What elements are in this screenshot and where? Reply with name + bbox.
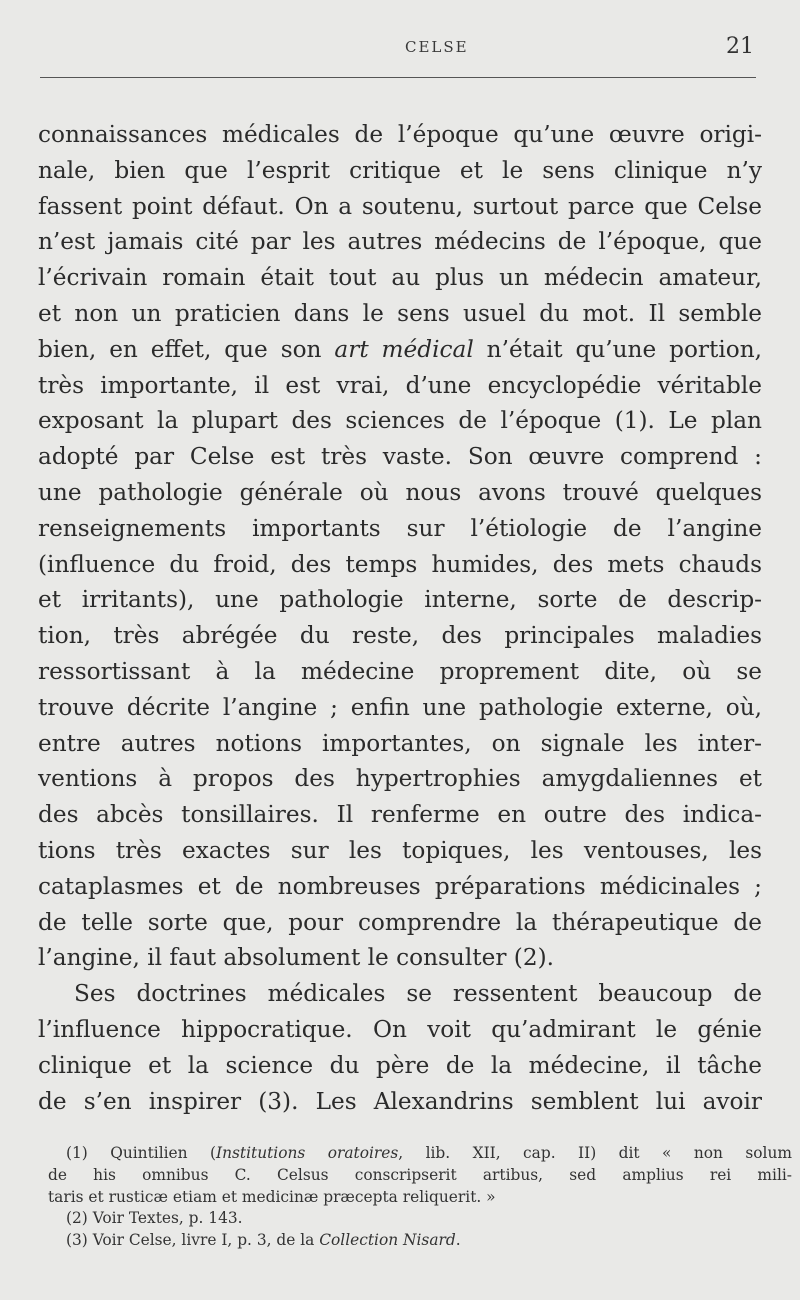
text-line: très importante, il est vrai, d’une encyclopédie véritable <box>38 371 762 399</box>
page-header <box>40 34 756 66</box>
text-line: entre autres notions importantes, on signale les inter- <box>38 729 762 757</box>
text-line: de s’en inspirer (3). Les Alexandrins semblent lui avoir <box>38 1087 762 1115</box>
text-line: fassent point défaut. On a soutenu, surtout parce que Celse <box>38 192 762 220</box>
text-line: ressortissant à la médecine proprement dite, où se <box>38 657 762 685</box>
text-line: l’écrivain romain était tout au plus un médecin amateur, <box>38 264 762 292</box>
text-segment: bien, en effet, que son <box>38 335 335 363</box>
text-line: cataplasmes et de nombreuses préparations médicinales ; <box>38 872 762 900</box>
text-line: et non un praticien dans le sens usuel du mot. Il semble <box>38 299 762 327</box>
footnote-text: (3) Voir Celse, livre I, p. 3, de la <box>66 1231 320 1250</box>
footnote-1 <box>48 1143 792 1165</box>
footnotes <box>48 1143 792 1252</box>
italic-title: Institutions oratoires <box>216 1144 399 1162</box>
text-line: exposant la plupart des sciences de l’époque (1). Le plan <box>38 407 762 435</box>
body-text <box>38 117 762 1119</box>
header-rule <box>40 77 756 78</box>
text-line: adopté par Celse est très vaste. Son œuvre comprend : <box>38 443 762 471</box>
text-line: trouve décrite l’angine ; enfin une pathologie externe, où, <box>38 693 762 721</box>
text-line: clinique et la science du père de la médecine, il tâche <box>38 1051 762 1079</box>
italic-title: art médical <box>334 335 474 363</box>
footnote-3 <box>48 1230 792 1252</box>
footnote-text: , lib. XII, cap. II) dit « non solum <box>398 1144 792 1162</box>
text-segment: n’était qu’une portion, <box>473 335 763 363</box>
text-line: renseignements importants sur l’étiologie de l’angine <box>38 514 762 542</box>
text-line: Ses doctrines médicales se ressentent beaucoup de <box>74 980 762 1008</box>
text-line: tions très exactes sur les topiques, les ventouses, les <box>38 836 762 864</box>
text-line: n’est jamais cité par les autres médecins de l’époque, que <box>38 228 762 256</box>
italic-title: Collection Nisard <box>319 1231 456 1250</box>
text-line: ventions à propos des hypertrophies amygdaliennes et <box>38 765 762 793</box>
text-line: des abcès tonsillaires. Il renferme en outre des indica- <box>38 801 762 829</box>
text-line: de telle sorte que, pour comprendre la thérapeutique de <box>38 908 762 936</box>
footnote-text: . <box>455 1231 461 1250</box>
footnote-1-line-3: taris et rusticæ etiam et medicinæ præcepta reliquerit. » <box>48 1187 496 1206</box>
footnote-1-line-2: de his omnibus C. Celsus conscripserit artibus, sed amplius rei mili- <box>48 1165 792 1184</box>
text-line: nale, bien que l’esprit critique et le sens clinique n’y <box>38 156 762 184</box>
text-line: (influence du froid, des temps humides, des mets chauds <box>38 550 762 578</box>
text-line: une pathologie générale où nous avons trouvé quelques <box>38 478 762 506</box>
text-line: l’influence hippocratique. On voit qu’admirant le génie <box>38 1015 762 1043</box>
text-line: tion, très abrégée du reste, des principales maladies <box>38 622 762 650</box>
running-title: CELSE <box>405 38 469 56</box>
text-line: et irritants), une pathologie interne, sorte de descrip- <box>38 586 762 614</box>
footnote-text: (1) Quintilien ( <box>66 1144 217 1162</box>
footnote-2: (2) Voir Textes, p. 143. <box>66 1209 243 1228</box>
page-number: 21 <box>726 34 754 59</box>
text-line <box>38 332 762 368</box>
text-line: l’angine, il faut absolument le consulter (2). <box>38 944 554 972</box>
text-line: connaissances médicales de l’époque qu’une œuvre origi- <box>38 121 762 148</box>
